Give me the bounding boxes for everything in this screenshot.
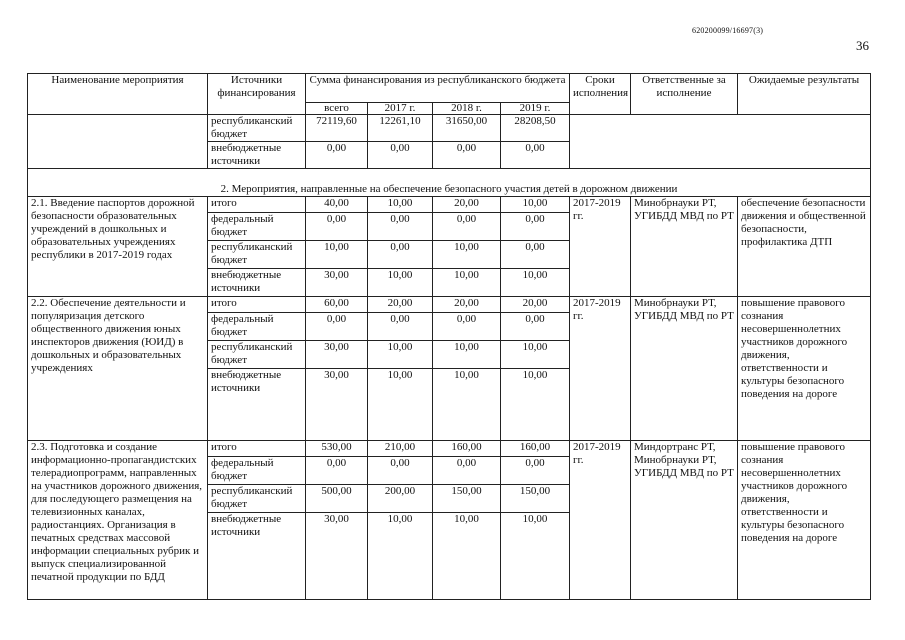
carryover-row [28,115,871,142]
value-cell: 0,00 [306,213,368,241]
header-year: 2018 г. [433,103,501,115]
value-cell: 10,00 [368,513,433,600]
document-id: 620200099/16697(3) [692,26,764,35]
source-cell: республиканский бюджет [208,485,306,513]
source-cell: итого [208,441,306,457]
value-cell: 31650,00 [433,115,501,142]
measure-name: 2.2. Обеспечение деятельности и популяризация детского общественного движения юных инспекторов движения (ЮИД) в дошкольных и образовательных учреждениях [28,297,208,441]
header-sources: Источники финансирования [208,74,306,115]
header-funding: Сумма финансирования из республиканского бюджета [306,74,570,103]
source-cell: внебюджетные источники [208,142,306,169]
measure-name: 2.3. Подготовка и создание информационно-пропагандистских телерадиопрограмм, направленных на участников дорожного движения, для последующего размещения на телевизионных каналах, радиостанциях. Организация в печатных средствах массовой информации специальных рубрик и выпуск специализированной печатной продукции по БДД [28,441,208,600]
value-cell: 40,00 [306,197,368,213]
terms-cell: 2017-2019 гг. [570,441,631,600]
value-cell: 150,00 [501,485,570,513]
source-cell: внебюджетные источники [208,513,306,600]
expected-cell: повышение правового сознания несовершеннолетних участников дорожного движения, ответственности и культуры безопасного поведения на дороге [738,297,871,441]
source-cell: республиканский бюджет [208,341,306,369]
value-cell: 0,00 [368,457,433,485]
measure-row [28,197,871,213]
value-cell: 10,00 [368,369,433,441]
source-cell: внебюджетные источники [208,369,306,441]
financing-table [27,73,871,600]
source-cell: федеральный бюджет [208,457,306,485]
value-cell: 0,00 [501,213,570,241]
value-cell: 72119,60 [306,115,368,142]
value-cell: 500,00 [306,485,368,513]
value-cell: 10,00 [368,269,433,297]
value-cell: 10,00 [368,341,433,369]
value-cell: 30,00 [306,269,368,297]
value-cell: 20,00 [368,297,433,313]
value-cell: 200,00 [368,485,433,513]
section-row [28,169,871,197]
terms-cell: 2017-2019 гг. [570,297,631,441]
value-cell: 10,00 [501,369,570,441]
responsible-cell: Миндортранс РТ, Минобрнауки РТ, УГИБДД МВД по РТ [631,441,738,600]
responsible-cell: Минобрнауки РТ, УГИБДД МВД по РТ [631,197,738,297]
header-year: всего [306,103,368,115]
value-cell: 0,00 [306,142,368,169]
expected-cell: повышение правового сознания несовершеннолетних участников дорожного движения, ответственности и культуры безопасного поведения на дороге [738,441,871,600]
value-cell: 0,00 [306,457,368,485]
value-cell: 20,00 [501,297,570,313]
value-cell: 20,00 [433,297,501,313]
value-cell: 0,00 [368,213,433,241]
source-cell: федеральный бюджет [208,213,306,241]
value-cell: 30,00 [306,341,368,369]
value-cell: 28208,50 [501,115,570,142]
value-cell: 0,00 [433,313,501,341]
header-name: Наименование мероприятия [28,74,208,115]
source-cell: внебюджетные источники [208,269,306,297]
source-cell: итого [208,297,306,313]
value-cell: 0,00 [501,142,570,169]
measure-row [28,441,871,457]
source-cell: республиканский бюджет [208,241,306,269]
value-cell: 10,00 [501,197,570,213]
value-cell: 30,00 [306,369,368,441]
source-cell: республиканский бюджет [208,115,306,142]
value-cell: 30,00 [306,513,368,600]
value-cell: 10,00 [433,269,501,297]
header-terms: Сроки исполнения [570,74,631,115]
section-title: 2. Мероприятия, направленные на обеспечение безопасного участия детей в дорожном движении [28,169,871,197]
value-cell: 10,00 [433,513,501,600]
value-cell: 0,00 [501,457,570,485]
terms-cell: 2017-2019 гг. [570,197,631,297]
header-year: 2019 г. [501,103,570,115]
value-cell: 0,00 [368,241,433,269]
value-cell: 0,00 [433,457,501,485]
value-cell: 0,00 [433,213,501,241]
value-cell: 0,00 [501,313,570,341]
source-cell: федеральный бюджет [208,313,306,341]
responsible-cell: Минобрнауки РТ, УГИБДД МВД по РТ [631,297,738,441]
value-cell: 150,00 [433,485,501,513]
header-row [28,74,871,103]
value-cell: 0,00 [433,142,501,169]
measure-row [28,297,871,313]
value-cell: 160,00 [501,441,570,457]
value-cell: 10,00 [501,269,570,297]
value-cell: 20,00 [433,197,501,213]
source-cell: итого [208,197,306,213]
value-cell: 10,00 [501,341,570,369]
value-cell: 10,00 [501,513,570,600]
value-cell: 530,00 [306,441,368,457]
carryover-name-cell [28,115,208,169]
value-cell: 0,00 [368,313,433,341]
carryover-blank-cell [570,115,871,169]
header-year: 2017 г. [368,103,433,115]
page-number: 36 [856,38,869,53]
value-cell: 0,00 [368,142,433,169]
value-cell: 10,00 [433,241,501,269]
value-cell: 10,00 [433,341,501,369]
value-cell: 210,00 [368,441,433,457]
value-cell: 10,00 [368,197,433,213]
header-responsible: Ответственные за исполнение [631,74,738,115]
value-cell: 0,00 [501,241,570,269]
value-cell: 160,00 [433,441,501,457]
header-expected: Ожидаемые результаты [738,74,871,115]
value-cell: 10,00 [306,241,368,269]
expected-cell: обеспечение безопасности движения и общественной безопасности, профилактика ДТП [738,197,871,297]
value-cell: 60,00 [306,297,368,313]
value-cell: 0,00 [306,313,368,341]
value-cell: 12261,10 [368,115,433,142]
value-cell: 10,00 [433,369,501,441]
measure-name: 2.1. Введение паспортов дорожной безопасности образовательных учреждений в дошкольных и образовательных учреждениях республики в 2017-2019 годах [28,197,208,297]
